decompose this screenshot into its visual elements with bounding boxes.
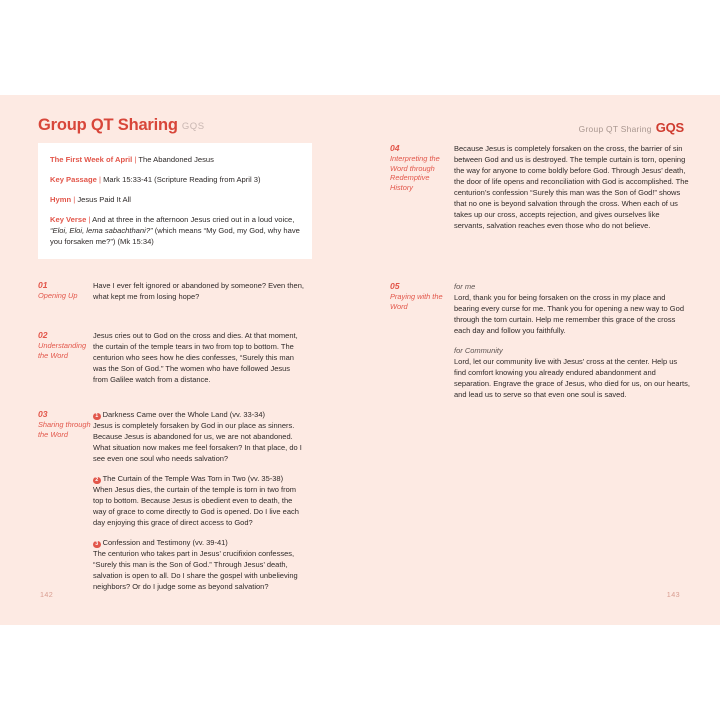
prayer-for-community-title: for Community (454, 346, 503, 356)
section-03-point-3-text: The centurion who takes part in Jesus’ crucifixion confesses, “Surely this man is the Son of God.” Through Jesus’ death, salvation is open to all. Do I share the gospel with unbelieving neighbors? Or do I judge some as beyond salvation? (93, 549, 298, 592)
section-05-name: Praying with the Word (390, 291, 443, 311)
info-value-week: The Abandoned Jesus (138, 155, 214, 164)
page-title: Group QT Sharing (38, 116, 178, 134)
section-03-point-2-heading: The Curtain of the Temple Was Torn in Two (vv. 35-38) (102, 474, 284, 484)
info-row-key-verse (50, 214, 300, 247)
page-number-right: 143 (666, 590, 680, 599)
info-sep-hymn: | (73, 195, 76, 204)
prayer-for-community-text: Lord, let our community live with Jesus’ cross at the center. Help us find comfort knowing you already endured abandonment and separation. Engrave the grace of Jesus, who died for us, on our hearts, and lead us to serve so that even one soul is saved. (454, 357, 690, 400)
section-02-body (93, 330, 306, 385)
prayer-for-community (454, 345, 690, 400)
section-01-label (38, 280, 93, 302)
prayer-for-me-title: for me (454, 282, 476, 291)
section-02 (38, 330, 312, 385)
section-05-body (454, 281, 690, 400)
section-03 (38, 409, 312, 592)
info-value-key-verse-quote: “Eloi, Eloi, lema sabachthani?” (50, 226, 153, 235)
section-03-label (38, 409, 93, 592)
lesson-info-card (38, 143, 312, 259)
section-03-point-2 (93, 473, 306, 528)
section-03-point-3-heading: Confession and Testimony (vv. 39-41) (102, 538, 228, 548)
info-label-key-verse: Key Verse (50, 215, 87, 224)
section-05-label (390, 281, 454, 400)
bullet-1-icon: 1 (93, 413, 101, 421)
section-04-name: Interpreting the Word through Redemptive History (390, 153, 440, 193)
bullet-2-icon: 2 (93, 477, 101, 485)
prayer-for-me-text: Lord, thank you for being forsaken on the cross in my place and bearing every curse for me. Thank you for opening a new way to God through the torn curtain. Help me remember this grace of the cross each day and follow you faithfully. (454, 293, 684, 336)
section-03-point-2-text: When Jesus dies, the curtain of the temple is torn in two from top to bottom. Because Jesus is obedient even to death, the way of grace to come directly to God is opened. Do I live each day enjoying this grace of direct access to God? (93, 485, 299, 528)
info-row-hymn (50, 194, 300, 205)
info-sep-key-verse: | (88, 215, 91, 224)
info-sep-week: | (134, 155, 137, 164)
page-number-left: 142 (40, 590, 54, 599)
section-03-point-1-heading: Darkness Came over the Whole Land (vv. 33-34) (102, 410, 266, 419)
page-title-abbreviation: GQS (181, 121, 205, 132)
page-left (0, 95, 360, 625)
section-05-number: 05 (390, 281, 400, 291)
section-01 (38, 280, 312, 302)
info-value-key-verse-post: (which means “My God, my God, why have you forsaken me?”) (Mk 15:34) (50, 226, 300, 246)
section-03-point-1 (93, 409, 306, 464)
info-label-hymn: Hymn (50, 195, 72, 204)
page-header-left (38, 116, 205, 135)
section-03-body (93, 409, 306, 592)
section-02-name: Understanding the Word (38, 340, 87, 360)
page-header-right-title: Group QT Sharing (578, 124, 652, 134)
book-spread (0, 95, 720, 625)
bullet-3-icon: 3 (93, 541, 101, 549)
prayer-for-me (454, 281, 690, 336)
info-row-week (50, 154, 300, 165)
info-value-key-verse-pre: And at three in the afternoon Jesus cried out in a loud voice, (92, 215, 295, 224)
info-value-hymn: Jesus Paid It All (77, 195, 131, 204)
section-03-number: 03 (38, 409, 48, 419)
section-03-point-1-text: Jesus is completely forsaken by God in our place as sinners. Because Jesus is abandoned for us, we are not abandoned. What situation now makes me feel forsaken? In that place, do I see even one soul who needs salvation? (93, 421, 302, 464)
section-01-number: 01 (38, 280, 48, 290)
section-04 (390, 143, 690, 231)
section-01-name: Opening Up (38, 290, 78, 300)
section-03-point-3 (93, 537, 306, 592)
page-header-right-abbreviation: GQS (655, 120, 684, 135)
section-02-number: 02 (38, 330, 48, 340)
page-right (360, 95, 720, 625)
section-02-label (38, 330, 93, 385)
info-row-key-passage (50, 174, 300, 185)
info-value-key-passage: Mark 15:33-41 (Scripture Reading from April 3) (103, 175, 261, 184)
section-01-text: Have I ever felt ignored or abandoned by someone? Even then, what kept me from losing hope? (93, 281, 304, 302)
section-05 (390, 281, 690, 400)
page-header-right (579, 119, 684, 137)
section-04-text: Because Jesus is completely forsaken on the cross, the barrier of sin between God and us is destroyed. The temple curtain is torn, opening the way for anyone to come boldly before God. Through Jesus’ death, the door of life opens and reconciliation with God is accomplished. The centurion’s confession “Surely this man was the Son of God!” shows that no one is beyond salvation through the cross. When each of us takes up our cross, accepts rejection, and gives ourselves like servants, salvation reaches even those who do not believe. (454, 144, 689, 231)
section-01-body (93, 280, 306, 302)
info-label-key-passage: Key Passage (50, 175, 97, 184)
info-sep-key-passage: | (99, 175, 101, 184)
section-03-name: Sharing through the Word (38, 419, 91, 439)
info-label-week: The First Week of April (50, 155, 133, 164)
section-02-text: Jesus cries out to God on the cross and dies. At that moment, the curtain of the temple tears in two from top to bottom. The centurion who sees how he dies confesses, “Surely this man was the Son of God.” The women who have followed Jesus from Galilee watch from a distance. (93, 331, 298, 385)
section-04-label (390, 143, 454, 231)
section-04-number: 04 (390, 143, 400, 153)
section-04-body (454, 143, 690, 231)
